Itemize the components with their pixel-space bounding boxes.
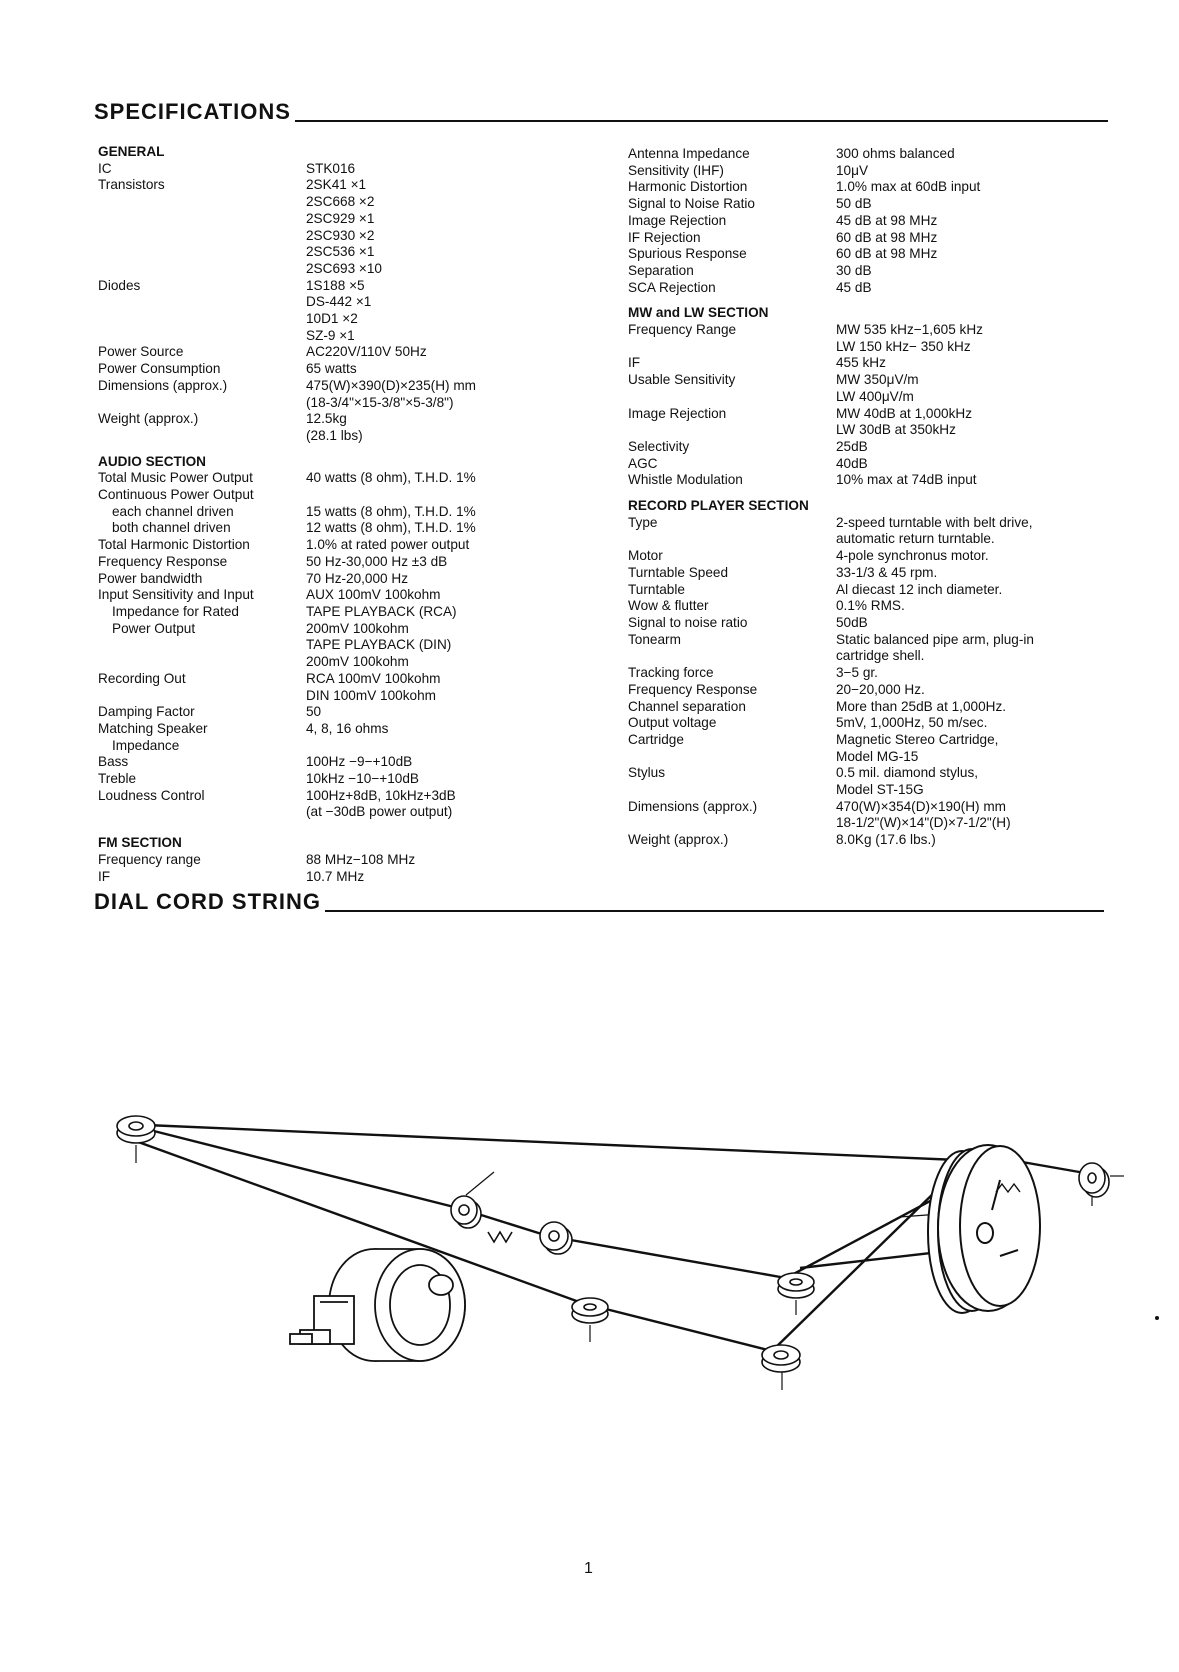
spec-value: 70 Hz-20,000 Hz	[306, 570, 409, 586]
spec-value: 40dB	[836, 455, 868, 471]
spec-value: 3−5 gr.	[836, 665, 878, 681]
spec-label: Input Sensitivity and Input	[98, 587, 254, 603]
spec-label: IF	[628, 355, 641, 371]
spec-value: MW 40dB at 1,000kHz	[836, 405, 972, 421]
spec-label: Diodes	[98, 277, 141, 293]
pulley-far-right	[1079, 1163, 1109, 1197]
pulley-center	[572, 1298, 608, 1323]
spec-label: IF Rejection	[628, 229, 701, 245]
cord-line	[146, 1125, 958, 1160]
pulley-mid	[540, 1222, 572, 1254]
spec-label: Frequency range	[98, 851, 201, 867]
spec-value: 10μV	[836, 162, 869, 178]
spec-value: 2SK41 ×1	[306, 177, 367, 193]
spec-value: 45 dB at 98 MHz	[836, 212, 938, 228]
spec-label: Recording Out	[98, 670, 186, 686]
spec-value: 4, 8, 16 ohms	[306, 720, 389, 736]
spec-label: Total Harmonic Distortion	[98, 537, 250, 553]
spec-value: 470(W)×354(D)×190(H) mm	[836, 798, 1006, 814]
spec-label: Image Rejection	[628, 212, 727, 228]
spec-label: Weight (approx.)	[628, 832, 729, 848]
spec-value: 1.0% at rated power output	[306, 537, 470, 553]
spec-value: 25dB	[836, 438, 868, 454]
spec-label: Frequency Range	[628, 322, 737, 338]
spec-value: 2-speed turntable with belt drive,	[836, 514, 1033, 530]
spec-label: Usable Sensitivity	[628, 372, 736, 388]
spec-label: Power Output	[112, 620, 196, 636]
general-section-title: GENERAL	[98, 144, 165, 159]
spec-label: Stylus	[628, 765, 666, 781]
specifications-title: SPECIFICATIONS	[94, 99, 291, 124]
mw-section-title: MW and LW SECTION	[628, 305, 769, 321]
spec-value: 1S188 ×5	[306, 277, 365, 293]
spec-value: LW 400μV/m	[836, 388, 914, 404]
spec-label: Impedance for Rated	[112, 603, 239, 619]
spec-value: 30 dB	[836, 262, 872, 278]
spec-value: 12 watts (8 ohm), T.H.D. 1%	[306, 520, 476, 536]
spec-value: cartridge shell.	[836, 648, 925, 664]
pulley-right-upper	[778, 1273, 814, 1298]
spec-value: 60 dB at 98 MHz	[836, 229, 938, 245]
page-number: 1	[584, 1560, 593, 1577]
spec-value: 33-1/3 & 45 rpm.	[836, 564, 938, 580]
spec-value: LW 150 kHz− 350 kHz	[836, 338, 971, 354]
spec-label: Dimensions (approx.)	[628, 798, 758, 814]
spec-value: Static balanced pipe arm, plug-in	[836, 631, 1034, 647]
spec-value: 50 dB	[836, 196, 872, 212]
spec-value: SZ-9 ×1	[306, 327, 355, 343]
spec-label: Impedance	[112, 737, 180, 753]
spec-label: Frequency Response	[628, 681, 758, 697]
spec-label: Signal to noise ratio	[628, 614, 748, 630]
spec-value: 475(W)×390(D)×235(H) mm	[306, 377, 476, 393]
spec-value: RCA 100mV 100kohm	[306, 670, 441, 686]
spec-label: Motor	[628, 548, 663, 564]
spec-value: AC220V/110V 50Hz	[306, 344, 427, 360]
spec-label: IC	[98, 160, 112, 176]
dial-drum	[928, 1145, 1040, 1313]
spec-label: Separation	[628, 262, 694, 278]
spec-value: TAPE PLAYBACK (DIN)	[306, 637, 452, 653]
spec-label: Selectivity	[628, 438, 690, 454]
spec-value: 10kHz −10−+10dB	[306, 771, 419, 787]
spec-label: Dimensions (approx.)	[98, 377, 228, 393]
spec-value: MW 350μV/m	[836, 372, 919, 388]
spec-label: Channel separation	[628, 698, 746, 714]
spec-label: Sensitivity (IHF)	[628, 162, 724, 178]
spec-value: 4-pole synchronus motor.	[836, 548, 989, 564]
spec-value: 2SC693 ×10	[306, 260, 382, 276]
spec-value: LW 30dB at 350kHz	[836, 422, 956, 438]
spec-value: (28.1 lbs)	[306, 427, 363, 443]
spec-value: DS-442 ×1	[306, 294, 372, 310]
spec-value: 100Hz −9−+10dB	[306, 754, 413, 770]
spec-label: Tonearm	[628, 631, 681, 647]
spec-label: Image Rejection	[628, 405, 727, 421]
spec-value: 45 dB	[836, 279, 872, 295]
spec-label: Wow & flutter	[628, 598, 709, 614]
spec-label: AGC	[628, 455, 658, 471]
spec-value: Al diecast 12 inch diameter.	[836, 581, 1003, 597]
spec-value: 10D1 ×2	[306, 311, 358, 327]
spec-value: 2SC930 ×2	[306, 227, 375, 243]
spec-value: TAPE PLAYBACK (RCA)	[306, 603, 457, 619]
spec-label: Type	[628, 514, 658, 530]
spec-value: 10.7 MHz	[306, 868, 365, 884]
spec-value: 200mV 100kohm	[306, 654, 409, 670]
spec-value: 0.5 mil. diamond stylus,	[836, 765, 979, 781]
spec-label: Signal to Noise Ratio	[628, 196, 755, 212]
spec-label: Treble	[98, 771, 137, 787]
spec-label: Whistle Modulation	[628, 472, 743, 488]
spec-label: Frequency Response	[98, 553, 228, 569]
spec-label: Transistors	[98, 177, 165, 193]
tuning-capacitor-assembly	[290, 1249, 465, 1361]
spec-value: (18-3/4"×15-3/8"×5-3/8")	[306, 394, 454, 410]
spec-label: Power bandwidth	[98, 570, 203, 586]
spec-value: 18-1/2"(W)×14"(D)×7-1/2"(H)	[836, 815, 1011, 831]
spec-label: Total Music Power Output	[98, 470, 253, 486]
spec-label: each channel driven	[112, 503, 234, 519]
spec-label: Matching Speaker	[98, 720, 208, 736]
spec-value: Model MG-15	[836, 748, 919, 764]
spec-value: AUX 100mV 100kohm	[306, 587, 441, 603]
spec-value: (at −30dB power output)	[306, 804, 453, 820]
spec-value: STK016	[306, 160, 356, 176]
spec-value: 12.5kg	[306, 411, 347, 427]
spec-value: 8.0Kg (17.6 lbs.)	[836, 832, 936, 848]
spec-value: 50	[306, 704, 322, 720]
spec-value: 50 Hz-30,000 Hz ±3 dB	[306, 553, 448, 569]
cord-line	[130, 1139, 940, 1351]
spec-value: 88 MHz−108 MHz	[306, 851, 416, 867]
spec-label: Weight (approx.)	[98, 411, 199, 427]
spec-label: Spurious Response	[628, 246, 747, 262]
spec-value: 2SC929 ×1	[306, 210, 375, 226]
spec-label: Turntable	[628, 581, 685, 597]
spec-label: IF	[98, 868, 111, 884]
cord-line	[138, 1127, 962, 1278]
spec-value: 10% max at 74dB input	[836, 472, 977, 488]
spec-label: Cartridge	[628, 731, 684, 747]
spec-value: MW 535 kHz−1,605 kHz	[836, 322, 983, 338]
spec-value: 200mV 100kohm	[306, 620, 409, 636]
spec-value: 15 watts (8 ohm), T.H.D. 1%	[306, 503, 476, 519]
spec-label: Damping Factor	[98, 704, 195, 720]
spec-value: 65 watts	[306, 361, 357, 377]
spec-label: Continuous Power Output	[98, 487, 254, 503]
fm-section-title: FM SECTION	[98, 835, 182, 851]
spec-value: 2SC536 ×1	[306, 244, 375, 260]
spec-value: 5mV, 1,000Hz, 50 m/sec.	[836, 715, 988, 731]
record-player-section-title: RECORD PLAYER SECTION	[628, 498, 809, 514]
spec-label: Power Source	[98, 344, 184, 360]
spec-value: 100Hz+8dB, 10kHz+3dB	[306, 787, 456, 803]
spec-label: both channel driven	[112, 520, 231, 536]
spec-label: Bass	[98, 754, 129, 770]
spec-label: SCA Rejection	[628, 279, 716, 295]
pulley-spring	[451, 1196, 512, 1242]
dial-cord-title: DIAL CORD STRING	[94, 889, 322, 914]
spec-label: Antenna Impedance	[628, 146, 750, 161]
spec-value: More than 25dB at 1,000Hz.	[836, 698, 1007, 714]
spec-label: Turntable Speed	[628, 564, 729, 580]
spec-value: 20−20,000 Hz.	[836, 681, 925, 697]
spec-value: Magnetic Stereo Cartridge,	[836, 731, 999, 747]
spec-value: 60 dB at 98 MHz	[836, 246, 938, 262]
pulley-bottom	[762, 1345, 800, 1372]
spec-value: 0.1% RMS.	[836, 598, 905, 614]
spec-value: 50dB	[836, 614, 868, 630]
spec-label: Loudness Control	[98, 787, 205, 803]
spec-value: 2SC668 ×2	[306, 194, 375, 210]
spec-label: Power Consumption	[98, 361, 221, 377]
spec-value: 300 ohms balanced	[836, 146, 955, 161]
spec-label: Output voltage	[628, 715, 717, 731]
spec-value: automatic return turntable.	[836, 531, 995, 547]
spec-label: Tracking force	[628, 665, 714, 681]
spec-value: DIN 100mV 100kohm	[306, 687, 436, 703]
spec-value: 40 watts (8 ohm), T.H.D. 1%	[306, 470, 476, 486]
audio-section-title: AUDIO SECTION	[98, 453, 206, 469]
spec-value: Model ST-15G	[836, 782, 924, 798]
spec-value: 455 kHz	[836, 355, 886, 371]
spec-label: Harmonic Distortion	[628, 179, 748, 195]
spec-value: 1.0% max at 60dB input	[836, 179, 981, 195]
pulley-top-left	[117, 1116, 155, 1143]
